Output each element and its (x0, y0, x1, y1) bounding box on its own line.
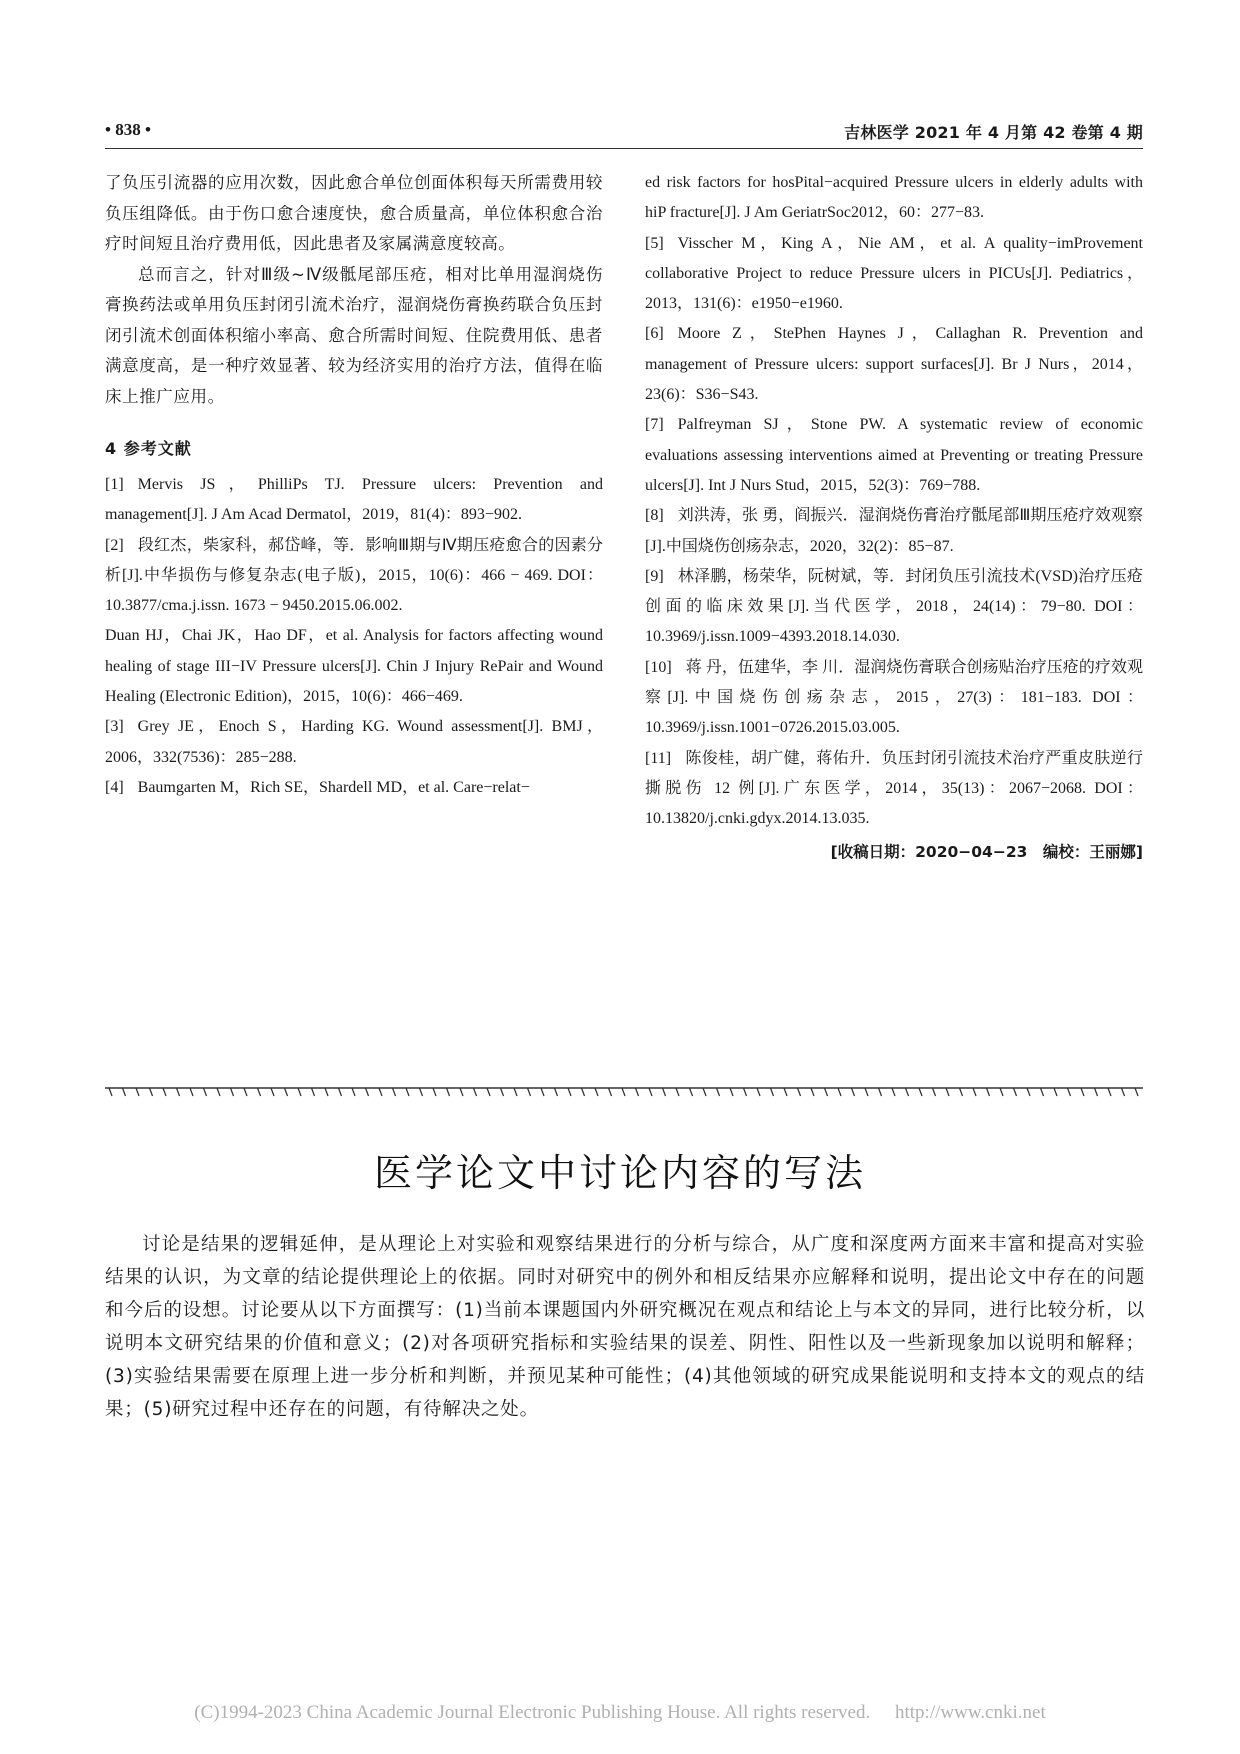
reference-text: Palfreyman SJ，Stone PW. A systematic review of economic evaluations assessing interventions aimed at Preventing or treating Pressure ulcers[J]. Int J Nurs Stud，2015，52(3)：769−788. (645, 416, 1143, 494)
left-column (105, 168, 603, 803)
page-footer (0, 1702, 1240, 1724)
reference-number: [5] (645, 234, 664, 252)
reference-number: [8] (645, 507, 664, 525)
reference-text: 林泽鹏，杨荣华，阮树斌，等．封闭负压引流技术(VSD)治疗压疮创面的临床效果[J].当代医学，2018，24(14)：79−80. DOI：10.3969/j.issn.1009−4393.2018.14.030. (645, 567, 1143, 646)
reference-item (645, 319, 1143, 410)
reference-text: Baumgarten M，Rich SE，Shardell MD，et al. Care−relat− (137, 778, 530, 796)
received-date: [收稿日期：2020−04−23 编校：王丽娜] (830, 842, 1143, 861)
reference-item (645, 229, 1143, 320)
right-column (645, 168, 1143, 867)
reference-text: Duan HJ，Chai JK，Hao DF，et al. Analysis for factors affecting wound healing of stage III−IV Pressure ulcers[J]. Chin J Injury RePair and Wound Healing (Electronic Edition)，2015，10(6)：466−469. (105, 627, 603, 706)
reference-item (105, 621, 603, 712)
reference-list-right (645, 229, 1143, 835)
reference-text: 段红杰，柴家科，郝岱峰，等．影响Ⅲ期与Ⅳ期压疮愈合的因素分析[J].中华损伤与修复杂志(电子版)，2015，10(6)：466 − 469. DOI：10.3877/cma.j.issn. 1673 − 9450.2015.06.002. (105, 536, 603, 615)
reference-text: Mervis JS，PhilliPs TJ. Pressure ulcers: Prevention and management[J]. J Am Acad Dermatol，2019，81(4)：893−902. (105, 476, 603, 524)
reference-text: Moore Z，StePhen Haynes J，Callaghan R. Prevention and management of Pressure ulcers: support surfaces[J]. Br J Nurs，2014，23(6)：S36−S43. (645, 325, 1143, 404)
reference-list-left (105, 470, 603, 803)
reference-item (105, 773, 603, 803)
body-paragraph-1: 了负压引流器的应用次数，因此愈合单位创面体积每天所需费用较负压组降低。由于伤口愈合速度快，愈合质量高，单位体积愈合治疗时间短且治疗费用低，因此患者及家属满意度较高。 (105, 173, 603, 253)
reference-text: Grey JE，Enoch S，Harding KG. Wound assessment[J]. BMJ，2006，332(7536)：285−288. (105, 718, 603, 766)
reference-number: [10] (645, 658, 672, 676)
article-body: 讨论是结果的逻辑延伸，是从理论上对实验和观察结果进行的分析与综合，从广度和深度两方面来丰富和提高对实验结果的认识，为文章的结论提供理论上的依据。同时对研究中的例外和相反结果亦应解释和说明，提出论文中存在的问题和今后的设想。讨论要从以下方面撰写：(1)当前本课题国内外研究概况在观点和结论上与本文的异同，进行比较分析，以说明本文研究结果的价值和意义；(2)对各项研究指标和实验结果的误差、阴性、阳性以及一些新现象加以说明和解释；(3)实验结果需要在原理上进一步分析和判断，并预见某种可能性；(4)其他领域的研究成果能说明和支持本文的观点的结果；(5)研究过程中还存在的问题，有待解决之处。 (105, 1234, 1145, 1420)
reference-number: [6] (645, 325, 664, 343)
copyright-notice: (C)1994-2023 China Academic Journal Electronic Publishing House. All rights reserved. (194, 1702, 871, 1723)
footer-url: http://www.cnki.net (894, 1702, 1046, 1723)
references-heading: 4 参考文献 (105, 439, 192, 458)
reference-item (645, 501, 1143, 562)
article-title: 医学论文中讨论内容的写法 (373, 1151, 866, 1195)
decorative-divider (105, 1085, 1143, 1099)
reference-item (645, 653, 1143, 744)
reference-text: Visscher M，King A，Nie AM，et al. A quality−imProvement collaborative Project to reduce Pressure ulcers in PICUs[J]. Pediatrics，2013，131(6)：e1950−e1960. (645, 234, 1143, 313)
reference-item (645, 744, 1143, 835)
page-header (0, 108, 1240, 148)
reference-text: 蒋 丹，伍建华，李 川．湿润烧伤膏联合创疡贴治疗压疮的疗效观察[J].中国烧伤创疡杂志，2015，27(3)：181−183. DOI：10.3969/j.issn.1001−0726.2015.03.005. (645, 658, 1143, 737)
reference-item (105, 531, 603, 622)
reference-item (105, 470, 603, 531)
reference-number: [9] (645, 567, 664, 585)
reference-number: [2] (105, 536, 124, 554)
page-number: • 838 • (105, 120, 151, 139)
reference-text: 刘洪涛，张 勇，阎振兴．湿润烧伤膏治疗骶尾部Ⅲ期压疮疗效观察[J].中国烧伤创疡杂志，2020，32(2)：85−87. (645, 507, 1143, 555)
reference-text: 陈俊桂，胡广健，蒋佑升．负压封闭引流技术治疗严重皮肤逆行撕脱伤 12 例[J].广东医学，2014，35(13)：2067−2068. DOI：10.13820/j.cnki.gdyx.2014.13.035. (645, 749, 1143, 828)
body-paragraph-2: 总而言之，针对Ⅲ级~Ⅳ级骶尾部压疮，相对比单用湿润烧伤膏换药法或单用负压封闭引流术治疗，湿润烧伤膏换药联合负压封闭引流术创面体积缩小率高、愈合所需时间短、住院费用低、患者满意度高，是一种疗效显著、较为经济实用的治疗方法，值得在临床上推广应用。 (105, 264, 603, 406)
reference-item (105, 712, 603, 773)
reference-item (645, 562, 1143, 653)
reference-number: [11] (645, 749, 672, 767)
reference-item (645, 410, 1143, 501)
journal-info: 吉林医学 2021 年 4 月第 42 卷第 4 期 (844, 123, 1143, 142)
reference-number: [7] (645, 416, 664, 434)
reference-continuation: ed risk factors for hosPital−acquired Pressure ulcers in elderly adults with hiP fracture[J]. J Am GeriatrSoc2012，60：277−83. (645, 174, 1143, 222)
header-rule (105, 148, 1143, 149)
reference-number: [3] (105, 718, 124, 736)
reference-number: [1] (105, 476, 124, 493)
reference-number: [4] (105, 778, 124, 796)
